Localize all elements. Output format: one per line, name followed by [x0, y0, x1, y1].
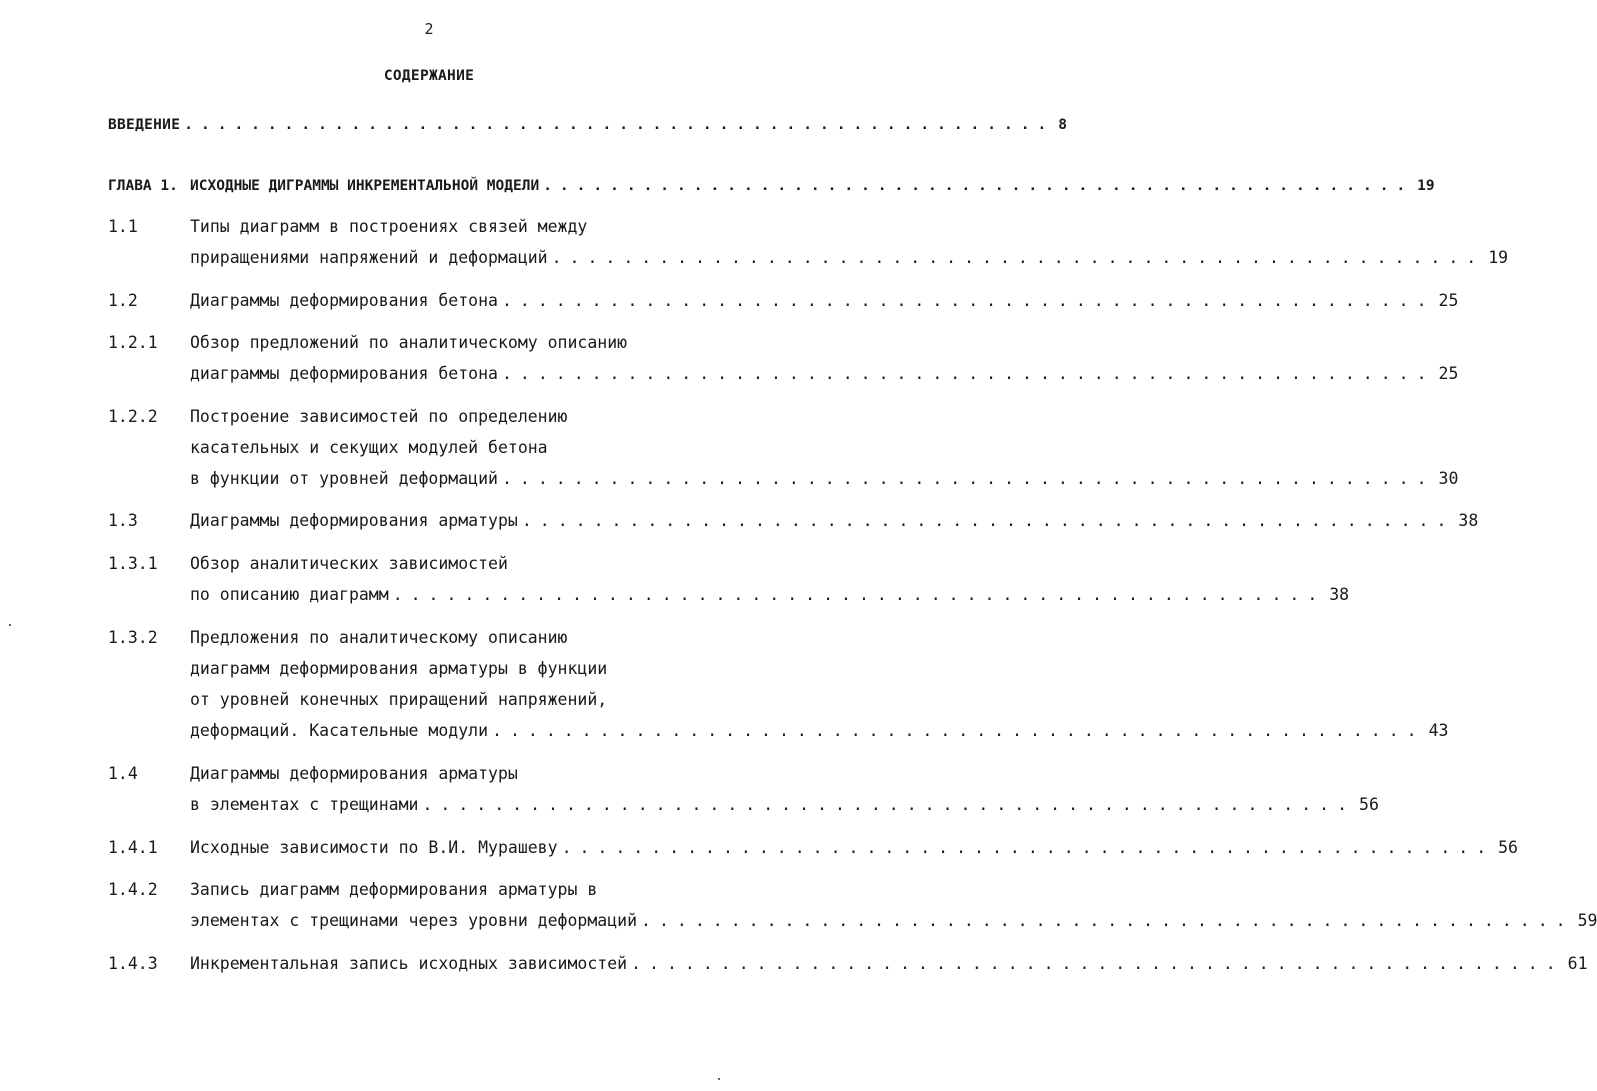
toc-entry-page: 56: [1498, 838, 1518, 857]
toc-line: [190, 622, 744, 653]
toc-entry-text: Диаграммы деформирования арматуры: [190, 511, 518, 530]
toc-entry-intro[interactable]: [108, 110, 1067, 141]
toc-line: [190, 285, 1459, 316]
toc-line: [190, 789, 1379, 820]
toc-entry-text: Обзор аналитических зависимостей: [190, 554, 508, 573]
toc-line: [190, 758, 744, 789]
toc-entry-page: 59: [1577, 911, 1597, 930]
toc-line: [190, 905, 1597, 936]
page-number: 2: [424, 20, 434, 38]
dot-leader: ....................................................: [561, 838, 1495, 857]
toc-entry-page: 30: [1438, 469, 1459, 488]
toc-line: [190, 832, 1518, 863]
toc-line: [190, 579, 1350, 610]
toc-line: [190, 432, 744, 463]
toc-line: [190, 211, 744, 242]
toc-page-intro: 8: [1058, 117, 1067, 133]
toc-heading: СОДЕРЖАНИЕ: [383, 68, 475, 84]
toc-entry-text: в функции от уровней деформаций: [190, 469, 498, 488]
toc-line: [190, 242, 1509, 273]
toc-title-intro: ВВЕДЕНИЕ: [108, 117, 181, 133]
toc-entry-text: диаграмм деформирования арматуры в функции: [190, 659, 608, 678]
dot-leader: ....................................................: [641, 911, 1574, 930]
toc-entry-text: Предложения по аналитическому описанию: [190, 628, 568, 647]
toc-line: [190, 401, 744, 432]
toc-line: [190, 653, 744, 684]
dot-leader: ....................................................: [631, 954, 1564, 973]
toc-line: [108, 110, 1067, 141]
toc-entry-text: касательных и секущих модулей бетона: [190, 438, 548, 457]
toc-line: [190, 715, 1449, 746]
toc-entry-page: 43: [1428, 721, 1449, 740]
toc-line: [190, 463, 1459, 494]
toc-entry-page: 61: [1567, 954, 1588, 973]
toc-entry-number: 1.4: [108, 764, 138, 783]
toc-line: [190, 874, 744, 905]
toc-entry-text: деформаций. Касательные модули: [190, 721, 489, 740]
toc-line: [190, 358, 1459, 389]
toc-entry-number: 1.3.1: [108, 554, 158, 573]
toc-entry-number: 1.3: [108, 511, 138, 530]
toc-entry-page: 38: [1329, 585, 1350, 604]
dot-leader: ....................................................: [521, 511, 1455, 530]
toc-entry-number: 1.4.2: [108, 880, 158, 899]
toc-entry-number: 1.4.1: [108, 838, 158, 857]
toc-entry-text: Запись диаграмм деформирования арматуры в: [190, 880, 598, 899]
toc-entry-page: 25: [1438, 291, 1459, 310]
toc-entry-text: от уровней конечных приращений напряжений,: [190, 690, 608, 709]
toc-line: [190, 327, 744, 358]
toc-entry-text: приращениями напряжений и деформаций: [190, 248, 548, 267]
toc-entry-number: 1.3.2: [108, 628, 158, 647]
toc-entry-text: элементах с трещинами через уровни деформаций: [190, 911, 638, 930]
toc-entry-page: 38: [1458, 511, 1479, 530]
toc-entry-text: Обзор предложений по аналитическому описанию: [190, 333, 628, 352]
toc-entry-text: Типы диаграмм в построениях связей между: [190, 217, 588, 236]
toc-line: [190, 171, 1435, 202]
toc-entry-page: 19: [1488, 248, 1509, 267]
dot-leader: ....................................................: [543, 178, 1414, 194]
toc-entry-text: по описанию диаграмм: [190, 585, 389, 604]
toc-entry-number: 1.2.1: [108, 333, 158, 352]
dot-leader: ....................................................: [392, 585, 1326, 604]
toc-entry-text: Диаграммы деформирования арматуры: [190, 764, 518, 783]
toc-entry-number: 1.1: [108, 217, 138, 236]
toc-entry-text: Диаграммы деформирования бетона: [190, 291, 498, 310]
toc-entry-page: 56: [1359, 795, 1379, 814]
toc-line: [190, 948, 1588, 979]
toc-entry-text: диаграммы деформирования бетона: [190, 364, 498, 383]
toc-line: [190, 548, 744, 579]
dot-leader: ....................................................: [501, 469, 1435, 488]
toc-entry-number: 1.2: [108, 291, 138, 310]
toc-line: [190, 684, 744, 715]
chapter-title: ИСХОДНЫЕ ДИГРАММЫ ИНКРЕМЕНТАЛЬНОЙ МОДЕЛИ: [190, 178, 540, 194]
dot-leader: ....................................................: [492, 721, 1425, 740]
dot-leader: ....................................................: [551, 248, 1485, 267]
scan-speck: [9, 624, 11, 626]
toc-entry-text: Инкрементальная запись исходных зависимостей: [190, 954, 628, 973]
dot-leader: ....................................................: [422, 795, 1356, 814]
toc-entry-text: Построение зависимостей по определению: [190, 407, 568, 426]
toc-entry-number: 1.4.3: [108, 954, 158, 973]
toc-entry-text: в элементах с трещинами: [190, 795, 419, 814]
toc-entry-text: Исходные зависимости по В.И. Мурашеву: [190, 838, 558, 857]
toc-entry-page: 25: [1438, 364, 1459, 383]
dot-leader: ....................................................: [501, 291, 1435, 310]
chapter-label: ГЛАВА 1.: [108, 178, 178, 194]
scan-speck: [718, 1078, 720, 1080]
dot-leader: ....................................................: [501, 364, 1435, 383]
toc-entry-number: 1.2.2: [108, 407, 158, 426]
toc-line: [190, 505, 1479, 536]
dot-leader: ....................................................: [184, 117, 1055, 133]
chapter-page: 19: [1417, 178, 1435, 194]
